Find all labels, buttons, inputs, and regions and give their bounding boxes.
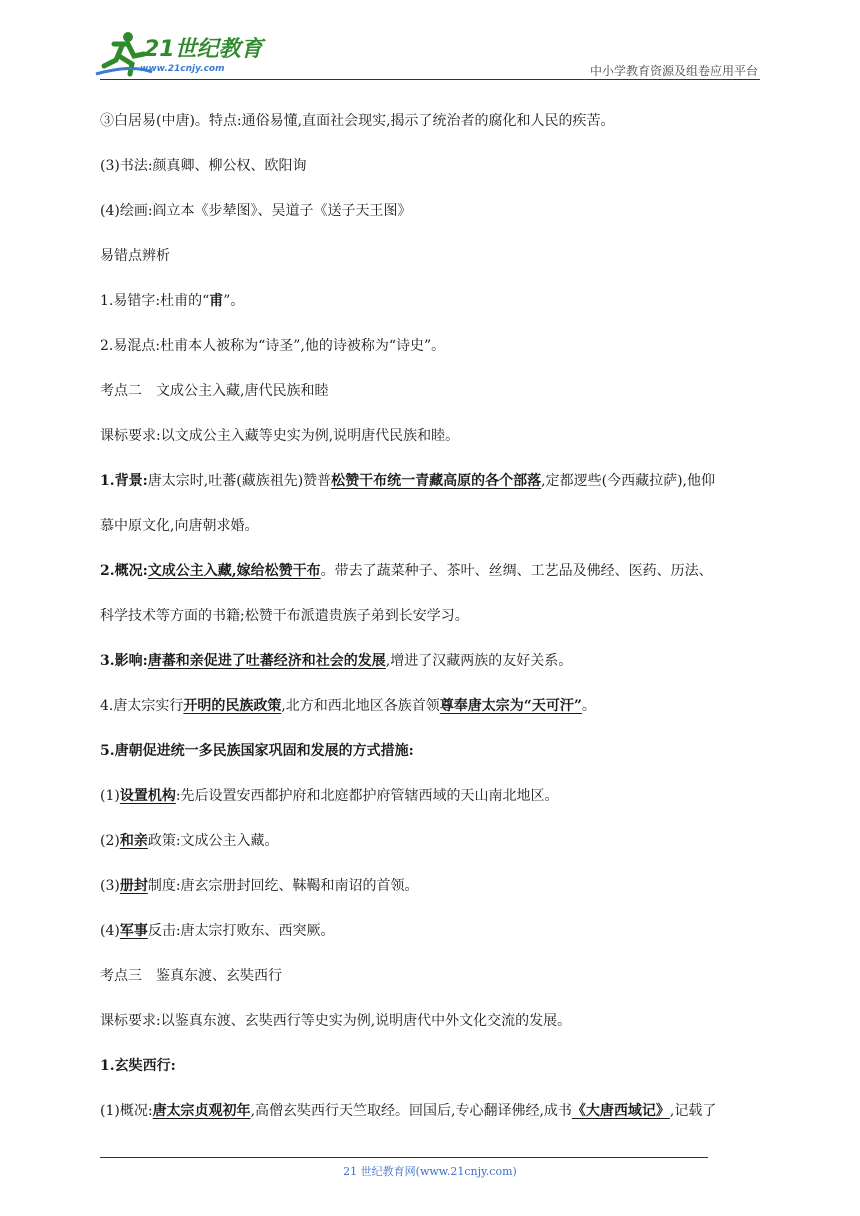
text-segment: 考点二 文成公主入藏,唐代民族和睦 — [100, 383, 329, 399]
text-segment: 慕中原文化,向唐朝求婚。 — [100, 518, 259, 534]
text-line — [100, 291, 244, 311]
text-line — [100, 516, 258, 536]
text-segment: 科学技术等方面的书籍;松赞干布派遣贵族子弟到长安学习。 — [100, 608, 469, 624]
key-point-text: 唐蕃和亲促进了吐蕃经济和社会的发展 — [147, 653, 386, 669]
text-segment: (3) — [100, 878, 120, 894]
footer-text: 21 世纪教育网(www.21cnjy.com) — [343, 1165, 517, 1178]
text-segment: ,定都逻些(今西藏拉萨),他仰 — [541, 473, 715, 489]
text-segment: ”。 — [223, 293, 245, 309]
text-segment: (4) — [100, 923, 120, 939]
key-point-text: 册封 — [119, 878, 148, 894]
logo-text: 21世纪教育 — [144, 37, 263, 62]
text-segment: 唐太宗时,吐蕃(藏族祖先)赞普 — [147, 473, 332, 489]
text-line — [100, 246, 170, 266]
text-segment: 制度:唐玄宗册封回纥、靺鞨和南诏的首领。 — [147, 878, 419, 894]
text-line — [100, 921, 335, 941]
text-line — [100, 156, 307, 176]
text-segment: 课标要求:以文成公主入藏等史实为例,说明唐代民族和睦。 — [100, 428, 460, 444]
key-point-text: 尊奉唐太宗为“天可汗” — [439, 698, 582, 714]
site-name: 中小学教育资源及组卷应用平台 — [589, 64, 758, 78]
text-segment: ,北方和西北地区各族首领 — [281, 698, 440, 714]
bold-text: 3.影响: — [100, 653, 148, 669]
text-segment: 2.易混点:杜甫本人被称为“诗圣”,他的诗被称为“诗史”。 — [100, 338, 446, 354]
text-line — [100, 831, 279, 851]
text-segment: 反击:唐太宗打败东、西突厥。 — [147, 923, 335, 939]
text-segment: 1.易错字:杜甫的“ — [100, 293, 210, 309]
text-line — [100, 876, 419, 896]
key-point-text: 和亲 — [119, 833, 148, 849]
text-segment: ,记载了 — [669, 1103, 717, 1119]
text-segment: :先后设置安西都护府和北庭都护府管辖西域的天山南北地区。 — [175, 788, 559, 804]
text-line — [100, 741, 414, 761]
text-line — [100, 201, 412, 221]
bold-text: 5.唐朝促进统一多民族国家巩固和发展的方式措施: — [100, 743, 414, 759]
page-header — [0, 0, 860, 90]
bold-text: 1.玄奘西行: — [100, 1058, 176, 1074]
text-line — [100, 471, 715, 491]
text-segment: (2) — [100, 833, 120, 849]
text-line — [100, 1011, 571, 1031]
key-point-text: 军事 — [119, 923, 148, 939]
text-line — [100, 381, 328, 401]
footer-divider — [100, 1157, 708, 1158]
text-line — [100, 786, 559, 806]
text-segment: (4)绘画:阎立本《步辇图》、吴道子《送子天王图》 — [100, 203, 412, 219]
text-segment: 考点三 鉴真东渡、玄奘西行 — [100, 968, 282, 984]
text-line — [100, 336, 445, 356]
text-segment: (1) — [100, 788, 120, 804]
text-line — [100, 966, 282, 986]
text-segment: 4.唐太宗实行 — [100, 698, 184, 714]
text-segment: ,增进了汉藏两族的友好关系。 — [385, 653, 573, 669]
key-point-text: 文成公主入藏,嫁给松赞干布 — [147, 563, 321, 579]
key-point-text: 唐太宗贞观初年 — [152, 1103, 251, 1119]
bold-text: 甫 — [209, 293, 224, 309]
text-line — [100, 561, 713, 581]
key-point-text: 《大唐西域记》 — [571, 1103, 670, 1119]
text-segment: 。带去了蔬菜种子、茶叶、丝绸、工艺品及佛经、医药、历法、 — [320, 563, 713, 579]
text-segment: 政策:文成公主入藏。 — [147, 833, 279, 849]
key-point-text: 松赞干布统一青藏高原的各个部落 — [331, 473, 542, 489]
text-line — [100, 1056, 176, 1076]
key-point-text: 设置机构 — [119, 788, 176, 804]
header-divider — [100, 79, 760, 80]
text-segment: ,高僧玄奘西行天竺取经。回国后,专心翻译佛经,成书 — [250, 1103, 572, 1119]
text-line — [100, 1101, 716, 1121]
text-segment: (1)概况: — [100, 1103, 153, 1119]
text-line — [100, 111, 615, 131]
text-segment: (3)书法:颜真卿、柳公权、欧阳询 — [100, 158, 307, 174]
text-segment: 课标要求:以鉴真东渡、玄奘西行等史实为例,说明唐代中外文化交流的发展。 — [100, 1013, 572, 1029]
bold-text: 1.背景: — [100, 473, 148, 489]
text-segment: 。 — [581, 698, 596, 714]
bold-text: 2.概况: — [100, 563, 148, 579]
text-line — [100, 696, 596, 716]
text-segment: ③白居易(中唐)。特点:通俗易懂,直面社会现实,揭示了统治者的腐化和人民的疾苦。 — [100, 113, 615, 129]
text-line — [100, 651, 572, 671]
logo-url: www.21cnjy.com — [140, 64, 225, 74]
text-segment: 易错点辨析 — [100, 248, 170, 264]
text-line — [100, 426, 459, 446]
key-point-text: 开明的民族政策 — [183, 698, 282, 714]
text-line — [100, 606, 469, 626]
